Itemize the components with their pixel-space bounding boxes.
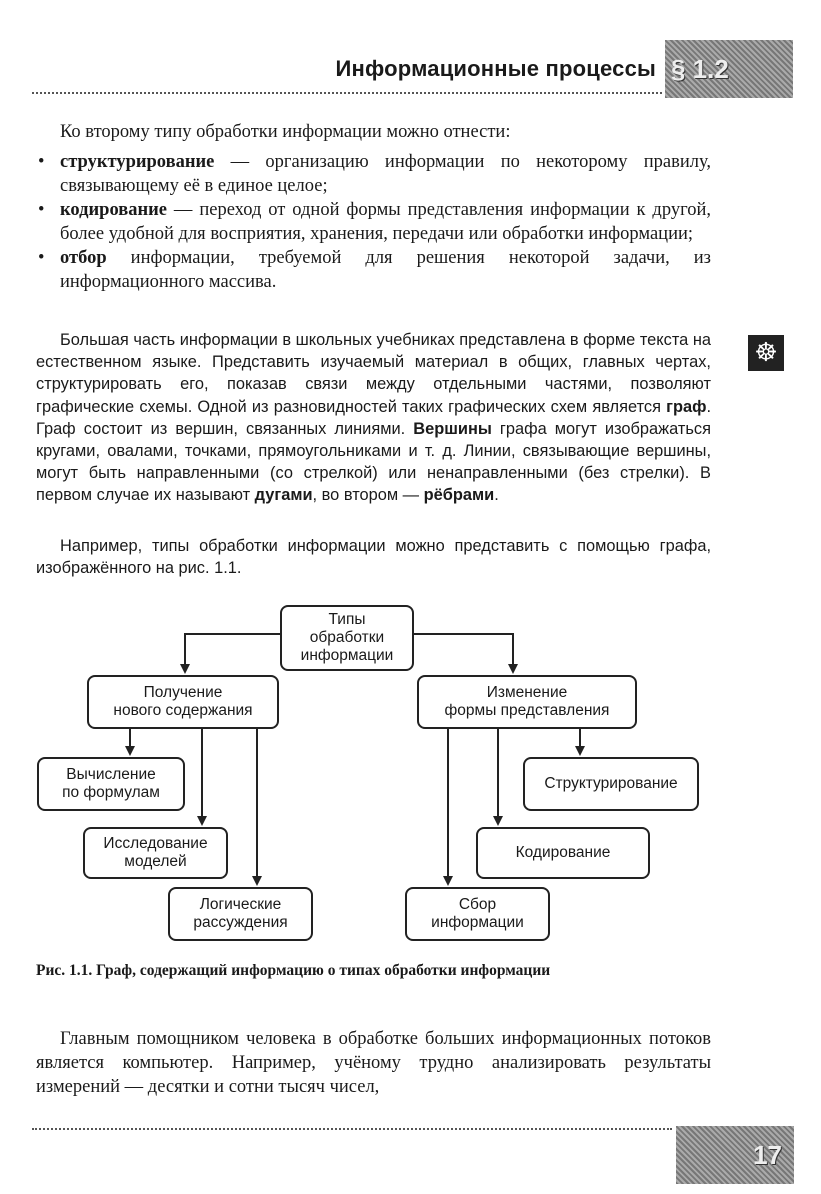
bullet-text: информации, требуемой для решения некоторой задачи, из информационного массива. xyxy=(60,248,711,292)
bullet-icon: • xyxy=(38,200,45,220)
running-title: Информационные процессы xyxy=(335,56,656,81)
node-logic: Логические рассуждения xyxy=(168,887,313,941)
footer-rule xyxy=(32,1128,672,1130)
node-research: Исследование моделей xyxy=(83,827,228,879)
intro-text: Ко второму типу обработки информации можно отнести: xyxy=(60,122,511,142)
bullet-icon: • xyxy=(38,248,45,268)
ship-wheel-icon: ☸ xyxy=(748,335,784,371)
term-edges: рёбрами xyxy=(423,486,495,505)
bullet-term: структурирование xyxy=(60,152,215,172)
edge-root-right xyxy=(414,634,513,672)
bullet-text: — организацию информации по некоторому правилу, связывающему её в единое целое; xyxy=(60,152,711,196)
text-run: графа могут изображаться кругами, овалами, точками, прямоугольниками и т. д. Линии, связывающие вершины, могут быть направленными (со стрелкой) или ненаправленными (без стрелки). В первом случае их называют xyxy=(36,419,711,505)
node-new-content: Получение нового содержания xyxy=(87,675,279,729)
bullet-icon: • xyxy=(38,152,45,172)
text-run: Большая часть информации в школьных учебниках представлена в форме текста на естественном языке. Представить изучаемый материал в общих, главных чертах, структурировать его, показав связи между отдельными частями, позволяют графические схемы. Одной из разновидностей таких графических схем является xyxy=(36,331,711,416)
term-graph: граф xyxy=(666,397,707,416)
figure-caption: Рис. 1.1. Граф, содержащий информацию о типах обработки информации xyxy=(36,962,551,979)
term-arcs: дугами xyxy=(254,486,313,505)
page-number: 17 xyxy=(753,1140,782,1170)
node-coding: Кодирование xyxy=(476,827,650,879)
text-run: . xyxy=(494,486,499,505)
node-calculation: Вычисление по формулам xyxy=(37,757,185,811)
section-label: § 1.2 xyxy=(671,54,729,84)
node-root: Типы обработки информации xyxy=(280,605,414,671)
node-structuring: Структурирование xyxy=(523,757,699,811)
paragraph-computer: Главным помощником человека в обработке больших информационных потоков является компьютер. Например, учёному трудно анализировать результаты измерений — десятки и сотни тысяч чисел, xyxy=(36,1029,711,1097)
node-change-form: Изменение формы представления xyxy=(417,675,637,729)
text-run: . Граф состоит из вершин, связанных линиями. xyxy=(36,397,711,438)
term-vertices: Вершины xyxy=(413,419,492,438)
edge-root-left xyxy=(185,634,280,672)
text-run: , во втором — xyxy=(312,486,424,505)
paragraph-example: Например, типы обработки информации можно представить с помощью графа, изображённого на рис. 1.1. xyxy=(36,537,711,578)
page-number-tab xyxy=(676,1126,794,1184)
bullet-text: — переход от одной формы представления информации к другой, более удобной для восприятия, хранения, передачи или обработки информации; xyxy=(60,200,711,244)
bullet-term: кодирование xyxy=(60,200,167,220)
node-collection: Сбор информации xyxy=(405,887,550,941)
bullet-term: отбор xyxy=(60,248,107,268)
